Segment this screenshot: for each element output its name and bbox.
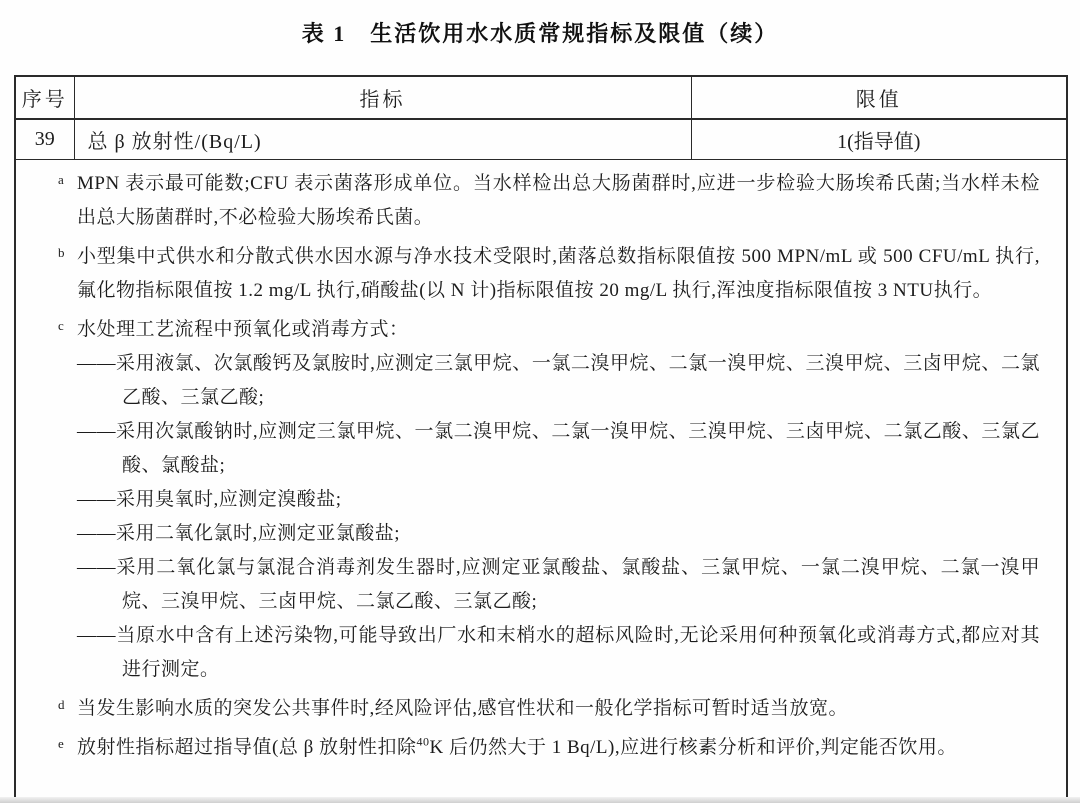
footnote-c-item-6: ——当原水中含有上述污染物,可能导致出厂水和末梢水的超标风险时,无论采用何种预氧化或消毒方式,都应对其进行测定。 [77, 625, 1040, 680]
footnote-c-text: 水处理工艺流程中预氧化或消毒方式： [77, 319, 409, 340]
footnote-b-marker: b [58, 245, 65, 260]
footnote-a-text: MPN 表示最可能数;CFU 表示菌落形成单位。当水样检出总大肠菌群时,应进一步检验大肠埃希氏菌;当水样未检出总大肠菌群时,不必检验大肠埃希氏菌。 [77, 173, 1040, 228]
footnote-c-item-4: ——采用二氧化氯时,应测定亚氯酸盐; [77, 523, 401, 544]
footnote-e [16, 731, 1040, 765]
col-header-limit: 限值 [691, 76, 1067, 119]
table-title: 表 1 生活饮用水水质常规指标及限值（续） [301, 21, 779, 46]
footnote-a-marker: a [58, 172, 64, 187]
footnote-e-superscript-40: 40 [416, 734, 430, 749]
footnote-b [16, 240, 1040, 308]
footnote-d-marker: d [58, 697, 65, 712]
footnote-c-marker: c [58, 318, 64, 333]
footnote-a [16, 167, 1040, 235]
row-index: 39 [15, 119, 74, 160]
footnote-e-text-end: K 后仍然大于 1 Bq/L),应进行核素分析和评价,判定能否饮用。 [429, 737, 957, 758]
footnote-e-text-start: 放射性指标超过指导值(总 β 放射性扣除 [77, 737, 417, 758]
footnotes-cell [15, 160, 1067, 799]
row-indicator: 总 β 放射性/(Bq/L) [74, 119, 691, 160]
col-header-index: 序号 [15, 76, 74, 119]
footnote-c [16, 313, 1040, 347]
footnote-c-item-3: ——采用臭氧时,应测定溴酸盐; [77, 489, 342, 510]
notes-row [15, 160, 1067, 799]
footnote-b-text: 小型集中式供水和分散式供水因水源与净水技术受限时,菌落总数指标限值按 500 MPN/mL 或 500 CFU/mL 执行,氟化物指标限值按 1.2 mg/L 执行,硝酸盐(以 N 计)指标限值按 20 mg/L 执行,浑浊度指标限值按 3 NTU执行。 [77, 246, 1040, 301]
footnote-c-item-5: ——采用二氧化氯与氯混合消毒剂发生器时,应测定亚氯酸盐、氯酸盐、三氯甲烷、一氯二溴甲烷、二氯一溴甲烷、三溴甲烷、三卤甲烷、二氯乙酸、三氯乙酸; [77, 557, 1040, 612]
footnote-d-text: 当发生影响水质的突发公共事件时,经风险评估,感官性状和一般化学指标可暂时适当放宽。 [77, 698, 849, 719]
footnote-e-marker: e [58, 736, 64, 751]
header-row [15, 76, 1067, 119]
footnote-c-item-2: ——采用次氯酸钠时,应测定三氯甲烷、一氯二溴甲烷、二氯一溴甲烷、三溴甲烷、三卤甲烷、二氯乙酸、三氯乙酸、氯酸盐; [77, 421, 1040, 476]
footnote-c-item-1: ——采用液氯、次氯酸钙及氯胺时,应测定三氯甲烷、一氯二溴甲烷、二氯一溴甲烷、三溴甲烷、三卤甲烷、二氯乙酸、三氯乙酸; [77, 353, 1040, 408]
row-limit: 1(指导值) [691, 119, 1067, 160]
footnote-d [16, 692, 1040, 726]
water-quality-table [14, 75, 1068, 800]
table-row [15, 119, 1067, 160]
col-header-indicator: 指标 [74, 76, 691, 119]
scan-bottom-edge [0, 797, 1080, 803]
